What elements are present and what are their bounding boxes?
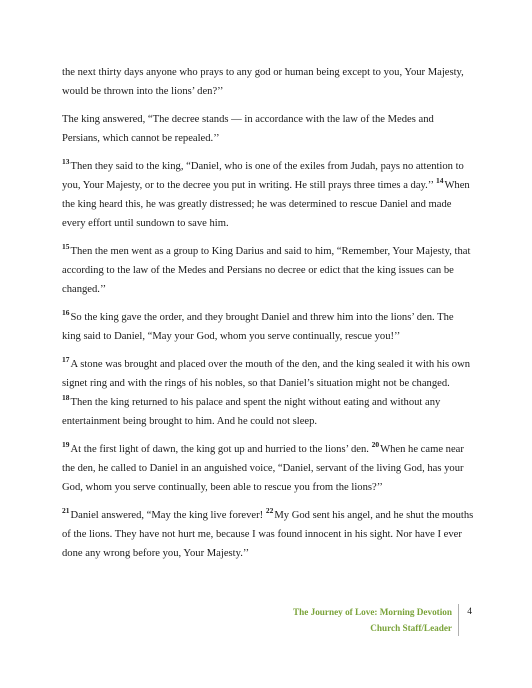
paragraph bbox=[62, 157, 474, 233]
verse-number: 22 bbox=[265, 506, 274, 516]
verse-text: Then they said to the king, “Daniel, who is one of the exiles from Judah, pays no attention to you, Your Majesty, or to the decree you put in writing. He still prays three times a day.’’ bbox=[62, 161, 464, 191]
footer-title: The Journey of Love: Morning Devotion bbox=[293, 607, 452, 617]
verse-text: My God sent his angel, and he shut the mouths of the lions. They have not hurt me, because I was found innocent in his sight. Nor have I ever done any wrong before you, Your Majesty.’’ bbox=[62, 510, 474, 559]
paragraph bbox=[62, 440, 474, 497]
verse-text: A stone was brought and placed over the mouth of the den, and the king sealed it with his own signet ring and with the rings of his nobles, so that Daniel’s situation might not be changed. bbox=[62, 359, 471, 389]
verse-text: Daniel answered, “May the king live forever! bbox=[70, 510, 266, 521]
verse-text: When he came near the den, he called to Daniel in an anguished voice, “Daniel, servant of the living God, has your God, whom you serve continually, been able to rescue you from the lions?’’ bbox=[62, 444, 464, 493]
footer-divider bbox=[458, 604, 459, 636]
verse-number: 21 bbox=[62, 506, 70, 516]
paragraph bbox=[62, 242, 474, 299]
paragraph bbox=[62, 110, 474, 148]
footer-text-block bbox=[293, 604, 452, 636]
verse-number: 19 bbox=[62, 440, 70, 450]
verse-text: At the first light of dawn, the king got up and hurried to the lions’ den. bbox=[70, 444, 372, 455]
verse-text: Then the king returned to his palace and spent the night without eating and without any entertainment being brought to him. And he could not sleep. bbox=[62, 397, 441, 427]
footer-subtitle: Church Staff/Leader bbox=[370, 623, 452, 633]
paragraph bbox=[62, 308, 474, 346]
verse-number: 15 bbox=[62, 242, 70, 252]
paragraph bbox=[62, 63, 474, 101]
page-number: 4 bbox=[467, 607, 472, 617]
verse-number: 20 bbox=[371, 440, 380, 450]
verse-text: The king answered, “The decree stands — in accordance with the law of the Medes and Persians, which cannot be repealed.’’ bbox=[62, 114, 434, 144]
verse-text: So the king gave the order, and they brought Daniel and threw him into the lions’ den. The king said to Daniel, “May your God, whom you serve continually, rescue you!’’ bbox=[62, 312, 454, 342]
verse-number: 17 bbox=[62, 355, 70, 365]
paragraph bbox=[62, 506, 474, 563]
paragraph bbox=[62, 355, 474, 431]
verse-text: Then the men went as a group to King Darius and said to him, “Remember, Your Majesty, that according to the law of the Medes and Persians no decree or edict that the king issues can be changed.’’ bbox=[62, 246, 471, 295]
verse-text: When the king heard this, he was greatly distressed; he was determined to rescue Daniel and made every effort until sundown to save him. bbox=[62, 180, 470, 229]
verse-text: the next thirty days anyone who prays to any god or human being except to you, Your Majesty, would be thrown into the lions’ den?’’ bbox=[62, 67, 464, 97]
scripture-text bbox=[62, 63, 474, 572]
verse-number: 13 bbox=[62, 157, 70, 167]
verse-number: 14 bbox=[435, 176, 444, 186]
verse-number: 18 bbox=[62, 393, 70, 403]
page-footer bbox=[280, 604, 480, 636]
verse-number: 16 bbox=[62, 308, 70, 318]
